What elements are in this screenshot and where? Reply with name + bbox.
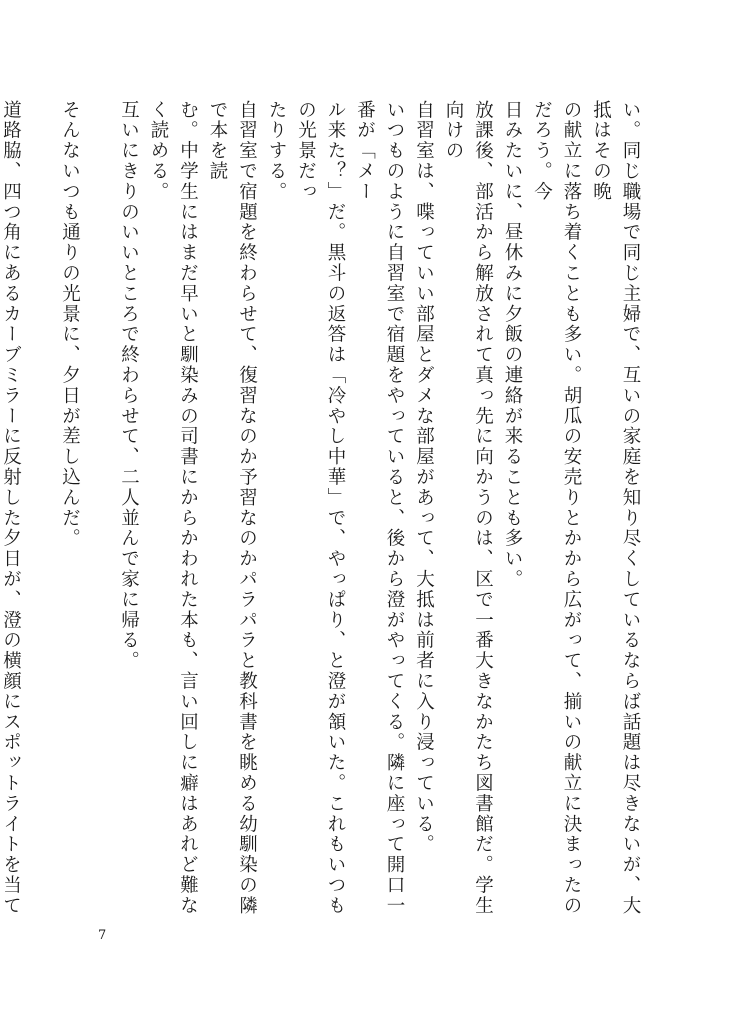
page-number: 7: [98, 928, 107, 943]
text-line: いつものように自習室で宿題をやっていると、後から澄がやってくる。隣に座って開口一番が「メー: [354, 100, 405, 916]
text-line: む。中学生にはまだ早いと馴染みの司書にからかわれた本も、言い回しに癖はあれど難なく読める。: [148, 100, 199, 916]
text-line: 自習室は、喋っていい部屋とダメな部屋があって、大抵は前者に入り浸っている。: [413, 100, 435, 855]
text-line: 道路脇、四つ角にあるカーブミラーに反射した夕日が、澄の横顔にスポットライトを当て: [0, 100, 22, 916]
text-line: の献立に落ち着くことも多い。胡瓜の安売りとかから広がって、揃いの献立に決まったのだろう。今: [531, 100, 582, 916]
text-line: 自習室で宿題を終わらせて、復習なのか予習なのかパラパラと教科書を眺める幼馴染の隣で本を読: [207, 100, 258, 916]
text-line: い。同じ職場で同じ主婦で、互いの家庭を知り尽くしているならば話題は尽きないが、大抵はその晩: [590, 100, 641, 916]
blank-line: [26, 100, 56, 920]
text-line: 放課後、部活から解放されて真っ先に向かうのは、区で一番大きなかたち図書館だ。学生向けの: [443, 100, 494, 916]
vertical-text-body: [0, 100, 645, 920]
text-line: そんないつも通りの光景に、夕日が差し込んだ。: [59, 100, 81, 549]
text-line: たりする。: [266, 100, 287, 202]
blank-line: [85, 100, 115, 920]
text-line: 互いにきりのいいところで終わらせて、二人並んで家に帰る。: [118, 100, 140, 672]
text-line: 日みたいに、昼休みに夕飯の連絡が来ることも多い。: [502, 100, 523, 590]
text-line: ル来た？」だ。黒斗の返答は「冷やし中華」で、やっぱり、と澄が頷いた。これもいつもの光景だっ: [295, 100, 346, 916]
